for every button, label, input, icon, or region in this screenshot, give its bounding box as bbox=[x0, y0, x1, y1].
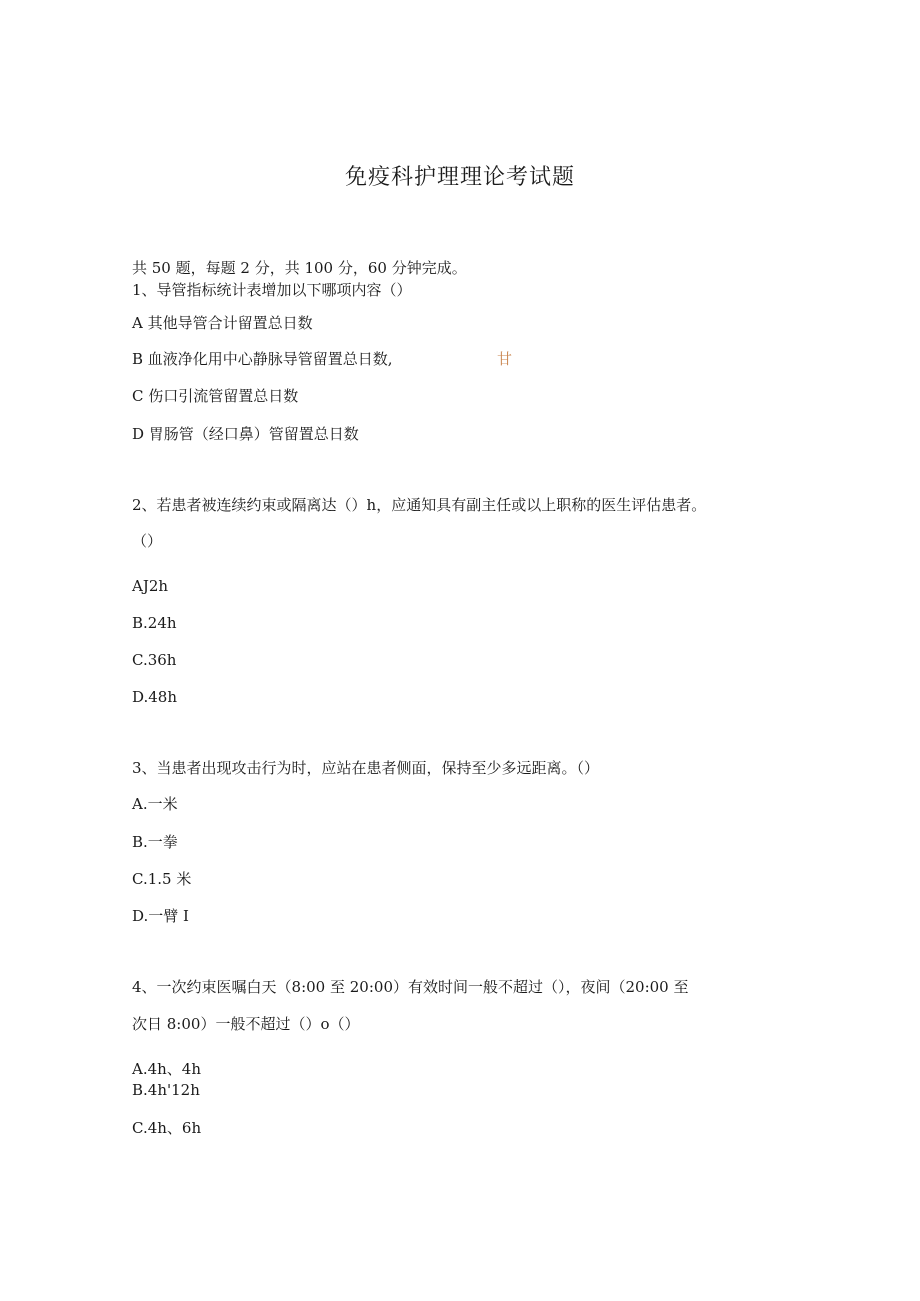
question-1-option-a: A 其他导管合计留置总日数 bbox=[132, 314, 313, 332]
question-3-stem: 3、当患者出现攻击行为时，应站在患者侧面，保持至少多远距离。（） bbox=[132, 759, 600, 777]
question-2-option-b: B.24h bbox=[132, 614, 177, 632]
question-3-option-c: C.1.5 米 bbox=[132, 870, 192, 888]
question-4-option-c: C.4h、6h bbox=[132, 1119, 202, 1137]
question-1-stem: 1、导管指标统计表增加以下哪项内容（） bbox=[132, 281, 412, 299]
question-4-option-b: B.4h'12h bbox=[132, 1081, 200, 1099]
question-2-option-a: AJ2h bbox=[132, 577, 169, 595]
question-2-option-c: C.36h bbox=[132, 651, 177, 669]
question-1-option-c: C 伤口引流管留置总日数 bbox=[132, 387, 299, 405]
question-4-option-a: A.4h、4h bbox=[132, 1060, 202, 1078]
question-3-option-a: A.一米 bbox=[132, 795, 178, 813]
question-1-option-b: B 血液净化用中心静脉导管留置总日数, bbox=[132, 350, 393, 368]
question-3-option-d: D.一臂 I bbox=[132, 907, 189, 925]
stray-mark: 甘 bbox=[497, 350, 513, 368]
question-1-option-d: D 胃肠管（经口鼻）管留置总日数 bbox=[132, 425, 359, 443]
page-title: 免疫科护理理论考试题 bbox=[344, 165, 575, 190]
question-4-stem: 4、一次约束医嘱白天（8:00 至 20:00）有效时间一般不超过（），夜间（20:00 至 bbox=[132, 978, 689, 996]
question-2-stem: 2、若患者被连续约束或隔离达（）h，应通知具有副主任或以上职称的医生评估患者。 bbox=[132, 496, 707, 514]
question-4-stem-continuation: 次日 8:00）一般不超过（）o（） bbox=[132, 1015, 360, 1033]
exam-instructions: 共 50 题，每题 2 分，共 100 分，60 分钟完成。 bbox=[132, 259, 467, 277]
question-3-option-b: B.一拳 bbox=[132, 833, 178, 851]
question-2-option-d: D.48h bbox=[132, 688, 178, 706]
question-2-stem-continuation: （） bbox=[132, 532, 163, 550]
